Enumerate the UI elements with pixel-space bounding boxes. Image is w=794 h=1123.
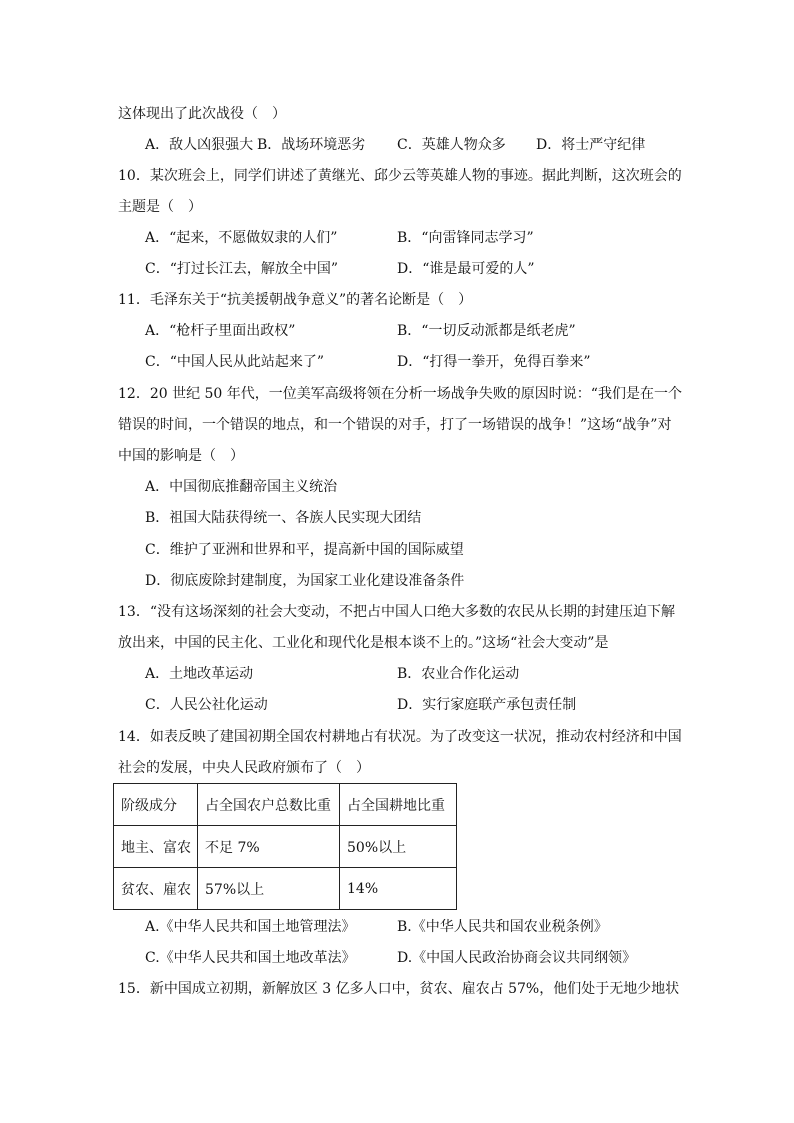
q10-option-b: B．“向雷锋同志学习”	[397, 230, 534, 246]
table-header-cell: 占全国农户总数比重	[198, 784, 340, 826]
q10-option-d: D．“谁是最可爱的人”	[397, 261, 535, 277]
q12-option-c: C．维护了亚洲和世界和平，提高新中国的国际威望	[145, 542, 464, 558]
table-cell: 57%以上	[198, 868, 340, 910]
q9-option-d: D．将士严守纪律	[536, 137, 646, 153]
table-cell: 不足 7%	[198, 826, 340, 868]
q14-option-d: D.《中国人民政治协商会议共同纲领》	[397, 950, 637, 966]
q11-option-a: A．“枪杆子里面出政权”	[145, 323, 296, 339]
q10-option-c: C．“打过长江去，解放全中国”	[145, 261, 339, 277]
q12-option-d: D．彻底废除封建制度，为国家工业化建设准备条件	[145, 573, 465, 589]
q14-stem-line2: 社会的发展，中央人民政府颁布了（ ）	[118, 760, 370, 776]
table-header-row	[114, 784, 457, 826]
q10-stem-line1: 10．某次班会上，同学们讲述了黄继光、邱少云等英雄人物的事迹。据此判断，这次班会的	[118, 168, 682, 184]
table-cell: 地主、富农	[114, 826, 198, 868]
q13-option-d: D．实行家庭联产承包责任制	[397, 697, 577, 713]
table-cell: 贫农、雇农	[114, 868, 198, 910]
q9-option-c: C．英雄人物众多	[397, 137, 506, 153]
q9-stem-tail: 这体现出了此次战役（ ）	[118, 106, 286, 122]
q14-option-c: C.《中华人民共和国土地改革法》	[145, 950, 356, 966]
land-ownership-table	[113, 783, 457, 910]
q13-stem-line1: 13．“没有这场深刻的社会大变动，不把占中国人口绝大多数的农民从长期的封建压迫下解	[118, 604, 675, 620]
q11-option-b: B．“一切反动派都是纸老虎”	[397, 323, 576, 339]
q12-stem-line2: 错误的时间，一个错误的地点，和一个错误的对手，打了一场错误的战争！”这场“战争”对	[118, 417, 672, 433]
table-cell: 50%以上	[340, 826, 457, 868]
q15-stem-line1: 15．新中国成立初期，新解放区 3 亿多人口中，贫农、雇农占 57%，他们处于无地少地状	[118, 981, 680, 997]
q13-option-a: A．土地改革运动	[145, 666, 254, 682]
q10-stem-line2: 主题是（ ）	[118, 199, 202, 215]
q11-option-d: D．“打得一拳开，免得百拳来”	[397, 354, 591, 370]
q11-option-c: C．“中国人民从此站起来了”	[145, 354, 325, 370]
table-header-cell: 阶级成分	[114, 784, 198, 826]
q12-option-b: B．祖国大陆获得统一、各族人民实现大团结	[145, 510, 422, 526]
q12-option-a: A．中国彻底推翻帝国主义统治	[145, 479, 338, 495]
q9-option-a: A．敌人凶狠强大	[145, 137, 254, 153]
q11-stem: 11．毛泽东关于“抗美援朝战争意义”的著名论断是（ ）	[118, 292, 473, 308]
q13-option-b: B．农业合作化运动	[397, 666, 520, 682]
q9-option-b: B．战场环境恶劣	[257, 137, 366, 153]
table-row	[114, 826, 457, 868]
q14-option-a: A.《中华人民共和国土地管理法》	[145, 919, 356, 935]
q14-option-b: B.《中华人民共和国农业税条例》	[397, 919, 608, 935]
q10-option-a: A．“起来，不愿做奴隶的人们”	[145, 230, 338, 246]
table-row	[114, 868, 457, 910]
table-cell: 14%	[340, 868, 457, 910]
q13-stem-line2: 放出来，中国的民主化、工业化和现代化是根本谈不上的。”这场“社会大变动”是	[118, 635, 609, 651]
q13-option-c: C．人民公社化运动	[145, 697, 268, 713]
q14-stem-line1: 14．如表反映了建国初期全国农村耕地占有状况。为了改变这一状况，推动农村经济和中国	[118, 729, 682, 745]
q12-stem-line3: 中国的影响是（ ）	[118, 448, 244, 464]
table-header-cell: 占全国耕地比重	[340, 784, 457, 826]
q12-stem-line1: 12．20 世纪 50 年代，一位美军高级将领在分析一场战争失败的原因时说：“我们是在一个	[118, 386, 682, 402]
